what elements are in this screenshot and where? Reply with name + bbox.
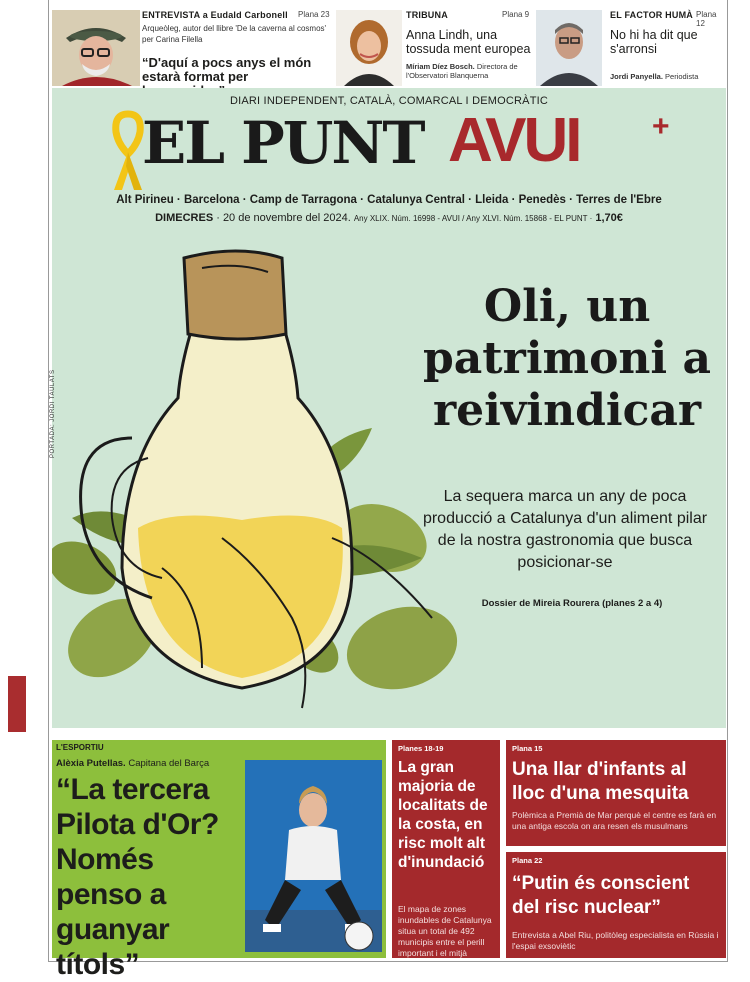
dateline — [52, 212, 726, 224]
interviewee: Alèxia Putellas. Capitana del Barça — [56, 758, 210, 769]
illustration-credit: PORTADA: JORDI TAULATS — [50, 369, 56, 458]
brief-nursery[interactable] — [506, 740, 726, 846]
weekday: DIMECRES — [155, 212, 214, 224]
teaser-headline: Anna Lindh, una tossuda ment europea — [406, 28, 531, 56]
teaser-tribuna[interactable] — [336, 6, 532, 88]
brief-text: Entrevista a Abel Riu, politòleg especialista en Rússia i l'espai exsoviètic — [512, 930, 719, 951]
teaser-signature: Míriam Díez Bosch. Directora de l'Observatori Blanquerna — [406, 62, 518, 80]
teaser-headline: No hi ha dit que s'arronsi — [610, 28, 698, 56]
brief-headline: La gran majoria de localitats de la costa, en risc molt alt d'inundació — [398, 759, 488, 871]
side-marker — [8, 676, 26, 732]
teaser-kicker: TRIBUNA — [406, 10, 448, 20]
sport-quote: “La tercera Pilota d'Or? Només penso a guanyar títols” — [56, 773, 219, 981]
lead-subtitle: La sequera marca un any de poca producció a Catalunya d'un aliment pilar de la nostra gastronomia que busca posicionar-se — [422, 488, 708, 571]
logo-avui: AVUI — [448, 106, 580, 175]
teaser-page: Plana 23 — [298, 10, 330, 19]
teaser-factor[interactable] — [536, 6, 726, 88]
front-page-lead — [52, 88, 726, 728]
sport-block[interactable] — [52, 740, 386, 981]
teaser-kicker: EL FACTOR HUMÀ — [610, 10, 693, 20]
teaser-page: Plana 9 — [502, 10, 530, 19]
brief-page: Planes 18-19 — [398, 744, 444, 753]
logo-el-punt: EL PUNT — [142, 109, 424, 177]
putellas-photo — [245, 760, 382, 952]
teaser-author: per Carina Filella — [142, 35, 203, 44]
brief-text: El mapa de zones inundables de Catalunya situa un total de 492 municipis entre el perill important i el mitjà — [398, 904, 492, 958]
date: · 20 de novembre del 2024. — [216, 212, 351, 224]
teaser-signature: Jordi Panyella. Periodista — [610, 72, 699, 81]
brief-headline: Una llar d'infants al lloc d'una mesquita — [512, 759, 689, 804]
teaser-headline: “D'aquí a pocs anys el món estarà format per — [142, 55, 312, 84]
brief-headline: “Putin és conscient del risc nuclear” — [512, 873, 690, 918]
brief-floods[interactable] — [392, 740, 500, 958]
teaser-kicker: ENTREVISTA a Eudald Carbonell — [142, 10, 288, 20]
lead-credit: Dossier de Mireia Rourera (planes 2 a 4) — [481, 598, 663, 609]
section-label: L'ESPORTIU — [56, 743, 104, 752]
logo-plus: + — [652, 110, 670, 143]
teaser-interview[interactable] — [52, 6, 332, 88]
brief-text: Polèmica a Premià de Mar perquè el centre es farà en una antiga escola on ara resen els musulmans — [512, 810, 717, 831]
brief-putin[interactable] — [506, 852, 726, 958]
price: 1,70€ — [595, 212, 623, 224]
carbonell-photo — [52, 10, 140, 86]
teaser-desc: Arqueòleg, autor del llibre 'De la caverna al cosmos' — [142, 24, 327, 33]
diez-photo — [336, 10, 402, 86]
panyella-photo — [536, 10, 602, 86]
masthead-tagline: DIARI INDEPENDENT, CATALÀ, COMARCAL I DEMOCRÀTIC — [229, 95, 549, 107]
brief-page: Plana 22 — [512, 856, 543, 865]
teaser-page: Plana 12 — [696, 10, 717, 28]
issue-numbers: Any XLIX. Núm. 16998 - AVUI / Any XLVI. Núm. 15868 - EL PUNT · — [353, 214, 593, 223]
regions-line: Alt Pirineu · Barcelona · Camp de Tarragona · Catalunya Central · Lleida · Penedès · Terres de l'Ebre — [116, 194, 662, 206]
lead-headline[interactable]: Oli, un patrimoni a reivindicar — [423, 281, 711, 436]
brief-page: Plana 15 — [512, 744, 543, 753]
